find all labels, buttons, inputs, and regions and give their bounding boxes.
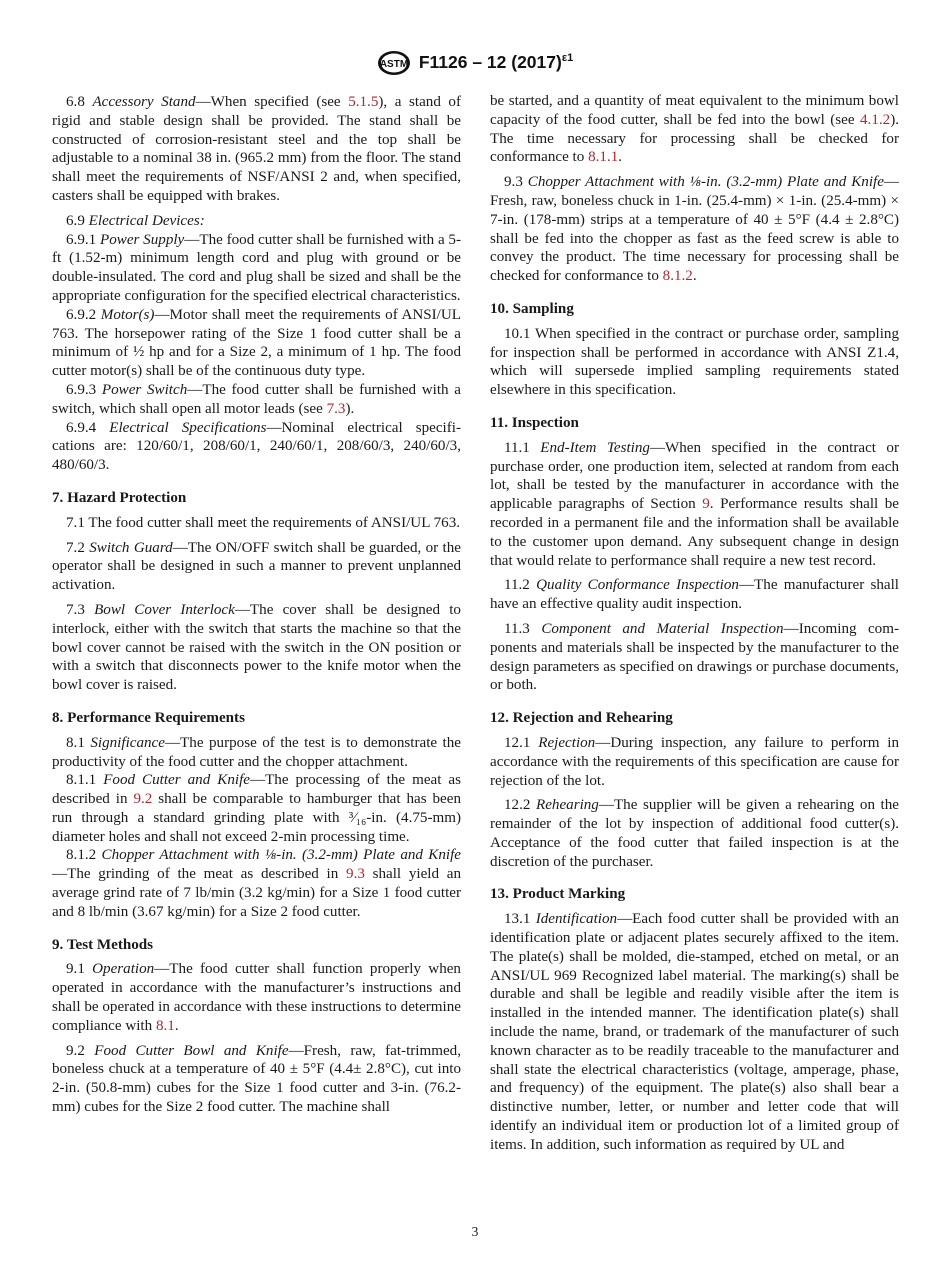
xref-8-1-1[interactable]: 8.1.1 <box>588 149 619 166</box>
xref-9-2[interactable]: 9.2 <box>133 791 153 808</box>
para-7-2: 7.2 Switch Guard—The ON/OFF switch shall be guarded, or the operator shall be designed in such a manner to prevent unplanned activation. <box>52 539 461 594</box>
para-6-9: 6.9 Electrical Devices: <box>66 212 205 229</box>
xref-8-1[interactable]: 8.1 <box>155 1017 175 1034</box>
xref-4-1-2[interactable]: 4.1.2 <box>860 111 891 128</box>
section-heading-11: 11. Inspection <box>490 414 579 431</box>
para-7-3: 7.3 Bowl Cover Interlock—The cover shall be designed to interlock, either with the switch that starts the machine so that the bowl cover cannot be raised with the switch in the ON position or with a switch that disconnects power to the knife motor when the bowl cover is raised. <box>52 601 461 694</box>
xref-9-3[interactable]: 9.3 <box>346 866 365 883</box>
para-12-1: 12.1 Rejection—During inspection, any failure to perform in accordance with the requirements of this specification are cause for rejection of the lot. <box>490 734 899 789</box>
page-number: 3 <box>471 1224 479 1239</box>
astm-logo-icon <box>377 50 411 81</box>
para-6-9-4: 6.9.4 Electrical Specifications—Nominal electrical specifications are: 120/60/1, 208/60/1, 240/60/1, 208/60/3, 240/60/3, 480/60/3. <box>52 419 461 474</box>
para-6-9-1: 6.9.1 Power Supply—The food cutter shall be furnished with a 5-ft (1.52-m) minimum length cord and plug with ground or be double-insulated. The cord and plug shall be sized and shall be the appropriate configuration for the specified electrical characteristics. <box>52 231 462 304</box>
para-11-2: 11.2 Quality Conformance Inspection—The manufacturer shall have an effective quality audit inspection. <box>490 577 899 613</box>
running-header <box>0 50 950 81</box>
para-11-3: 11.3 Component and Material Inspection—Incoming components and materials shall be inspected by the manufacturer to the design parameters as specified on drawings or purchase documents, or both. <box>490 620 900 694</box>
para-7-1: 7.1 The food cutter shall meet the requirements of ANSI/UL 763. <box>66 514 461 531</box>
xref-7-3[interactable]: 7.3 <box>326 400 346 417</box>
svg-text:ASTM: ASTM <box>379 59 408 70</box>
left-column <box>52 93 461 1123</box>
document-designation: F1126 – 12 (2017) <box>418 52 562 72</box>
para-9-3: 9.3 Chopper Attachment with ⅛-in. (3.2-mm) Plate and Knife—Fresh, raw, boneless chuck in 1-in. (25.4-mm) × 1-in. (25.4-mm) × 7-in. (178-mm) strips at a temperature of 40 ± 5°F (4.4 ± 2.8°C) shall be fed into the chopper as fast as the feed screw is able to convey the product. The time necessary for processing shall be checked for conformance to 8.1.2. <box>490 174 899 285</box>
right-column <box>490 92 899 1161</box>
para-9-2: 9.2 Food Cutter Bowl and Knife—Fresh, raw, fat-trimmed, boneless chuck at a temperature of 40 ± 5°F (4.4± 2.8°C), cut into 2-in. (50.8-mm) cubes for the Size 1 food cutter and 3-in. (76.2-mm) cubes for the Size 2 food cutter. The machine shall <box>52 1042 461 1116</box>
para-6-9-2: 6.9.2 Motor(s)—Motor shall meet the requirements of ANSI/UL 763. The horsepower rating of the Size 1 food cutter shall be a minimum of ½ hp and for a Size 2, a minimum of 1 hp. The food cutter motor(s) shall be of the continuous duty type. <box>52 306 461 380</box>
para-9-2-continued: be started, and a quantity of meat equivalent to the minimum bowl capacity of the food cutter, shall be fed into the bowl (see 4.1.2). The time necessary for processing shall be checked for conformance to 8.1.1. <box>490 93 899 166</box>
para-10-1: 10.1 When specified in the contract or purchase order, sampling for inspection shall be performed in accordance with ANSI Z1.4, which will supersede implied sampling requirements stated elsewhere in this specification. <box>490 325 899 399</box>
section-heading-9: 9. Test Methods <box>52 936 154 953</box>
para-6-9-3: 6.9.3 Power Switch—The food cutter shall be furnished with a switch, which shall open all motor leads (see 7.3). <box>52 381 461 417</box>
xref-section-9[interactable]: 9 <box>702 496 710 513</box>
para-11-1: 11.1 End-Item Testing—When specified in the contract or purchase order, one production item, selected at random from each lot, shall be tested by the manufacturer in accordance with the applicable paragraphs of Section 9. Performance results shall be recorded in a permanent file and the information shall be available to the customer upon demand. Any subsequent change in design that would relate to performance shall require a new test record. <box>490 439 899 569</box>
xref-5-1-5[interactable]: 5.1.5 <box>348 94 379 110</box>
section-heading-10: 10. Sampling <box>490 300 574 317</box>
para-12-2: 12.2 Rehearing—The supplier will be given a rehearing on the remainder of the lot by inspection of additional food cutter(s). Acceptance of the food cutter that failed inspection is at the discretion of the purchaser. <box>490 797 899 870</box>
para-9-1: 9.1 Operation—The food cutter shall function properly when operated in accordance with the manufacturer’s instructions and shall be operated in accordance with these instructions to determine compliance with 8.1. <box>52 961 461 1034</box>
para-6-8: 6.8 Accessory Stand—When specified (see 5.1.5), a stand of rigid and stable design shall be provided. The stand shall be constructed of corrosion-resistant steel and the top shall be adjustable to a nominal 38 in. (965.2 mm) from the floor. The stand shall meet the requirements of NSF/ANSI 2 and, when specified, casters shall be equipped with brakes. <box>52 94 461 204</box>
xref-8-1-2[interactable]: 8.1.2 <box>662 268 693 285</box>
section-heading-7: 7. Hazard Protection <box>52 489 187 506</box>
para-8-1-2: 8.1.2 Chopper Attachment with ⅛-in. (3.2-mm) Plate and Knife—The grinding of the meat as described in 9.3 shall yield an average grind rate of 7 lb/min (3.2 kg/min) for a Size 1 food cutter and 8 lb/min (3.67 kg/min) for a Size 2 food cutter. <box>52 847 461 920</box>
epsilon-superscript: ε1 <box>561 52 574 64</box>
section-heading-13: 13. Product Marking <box>490 886 626 903</box>
section-heading-8: 8. Performance Requirements <box>52 709 245 726</box>
para-8-1-1: 8.1.1 Food Cutter and Knife—The processing of the meat as described in 9.2 shall be comparable to hamburger that has been run through a standard grinding plate with ³⁄₁₆-in. (4.75-mm) diameter holes and shall not exceed 2-min processing time. <box>52 772 461 845</box>
para-8-1: 8.1 Significance—The purpose of the test is to demonstrate the productivity of the food cutter and the chopper attachment. <box>52 734 461 770</box>
section-heading-12: 12. Rejection and Rehearing <box>490 710 673 727</box>
para-13-1: 13.1 Identification—Each food cutter shall be provided with an identification plate or adjacent plates securely affixed to the item. The plate(s) shall be molded, die-stamped, etched on metal, or an ANSI/UL 969 Recognized label material. The marking(s) shall be durable and shall be legible and readily visible after the item is installed in the intended manner. The identification plate(s) shall include the name, brand, or trademark of the manufacturer of such known character as to be readily traceable to the manufacturer and shall state the electrical characteristics (voltage, amperage, phase, and frequency) of the equipment. The plate(s) also shall bear a distinctive number, letter, or number and letter code that will identify an individual item or production lot of a limited group of items. In addition, such information as required by UL and <box>490 911 899 1153</box>
